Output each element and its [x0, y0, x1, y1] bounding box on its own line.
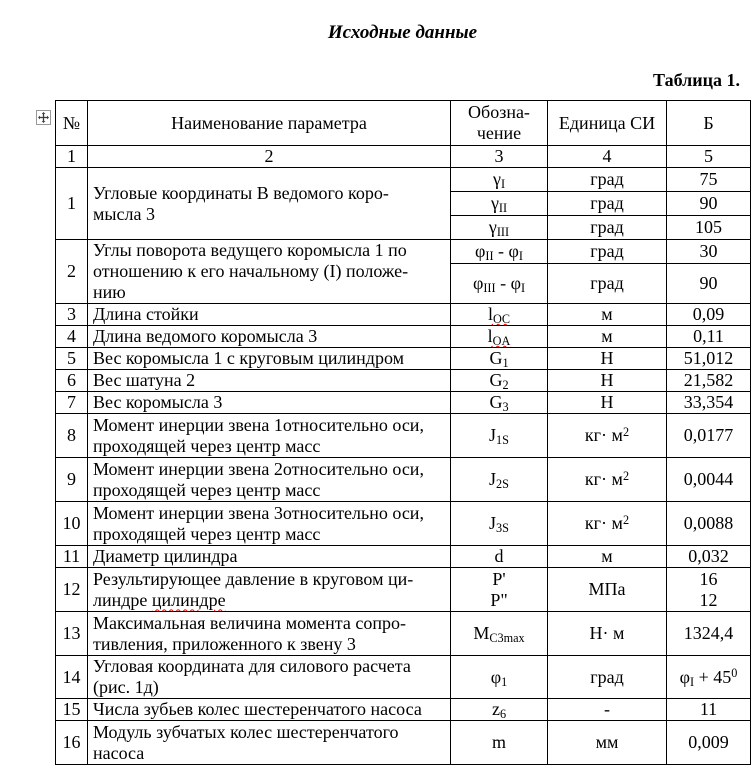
value-cell: 0,0177: [667, 414, 751, 458]
unit-cell: Н: [548, 392, 667, 414]
value-cell: 21,582: [667, 370, 751, 392]
unit-cell: Н· м: [548, 612, 667, 656]
param-row-8: [56, 414, 751, 458]
unit-cell: Н: [548, 348, 667, 370]
param-name-cell: Угловая координата для силового расчета (рис. 1д): [88, 656, 451, 699]
row-number-cell: 13: [56, 612, 88, 656]
value-cell: 90: [667, 264, 751, 304]
col-number-cell: 4: [548, 146, 667, 168]
unit-cell: град: [548, 216, 667, 240]
row-number-cell: 10: [56, 502, 88, 546]
param-row-13: [56, 612, 751, 656]
symbol-cell: [451, 326, 548, 348]
col-number-cell: 1: [56, 146, 88, 168]
col-number-cell: 3: [451, 146, 548, 168]
row-number-cell: 11: [56, 546, 88, 568]
value-cell: 0,0088: [667, 502, 751, 546]
param-name-cell: Угловые координаты В ведомого коро- мысла 3: [88, 168, 451, 240]
unit-cell: м: [548, 326, 667, 348]
symbol-cell: $\gamma_{II}$: [451, 192, 548, 216]
unit-cell: град: [548, 264, 667, 304]
document-page: [55, 22, 750, 765]
param-name-cell: Вес коромысла 1 с круговым цилиндром: [88, 348, 451, 370]
row-number-cell: 16: [56, 721, 88, 765]
table-caption: Таблица 1.: [653, 70, 740, 90]
four-way-move-arrow-icon: [38, 112, 49, 123]
value-cell: 0,0044: [667, 458, 751, 502]
unit-cell: $кг\cdot м^2$: [548, 458, 667, 502]
initial-data-table: [55, 100, 751, 765]
symbol-cell: $J_{2S}$: [451, 458, 548, 502]
symbol-cell: m: [451, 721, 548, 765]
misspelled-symbol: $l_{OA}$: [487, 326, 511, 348]
misspelled-symbol: $l_{OC}$: [487, 304, 510, 326]
column-number-row: [56, 146, 751, 168]
value-cell: 16 12: [667, 568, 751, 612]
value-cell: 0,032: [667, 546, 751, 568]
unit-cell: МПа: [548, 568, 667, 612]
header-variant-cell: Б: [667, 101, 751, 146]
param-row-10: [56, 502, 751, 546]
value-cell: $\varphi_I + 45^0$: [667, 656, 751, 699]
param-name-cell: Углы поворота ведущего коромысла 1 по отношению к его начальному (I) положе- нию: [88, 240, 451, 304]
col-number-cell: 5: [667, 146, 751, 168]
row-number-cell: 15: [56, 699, 88, 721]
row-number-cell: 12: [56, 568, 88, 612]
param-row-7: [56, 392, 751, 414]
param-row-14: [56, 656, 751, 699]
header-symbol-cell: Обозна- чение: [451, 101, 548, 146]
param-name-cell: Момент инерции звена 2относительно оси, проходящей через центр масс: [88, 458, 451, 502]
row-number-cell: 4: [56, 326, 88, 348]
param-name-cell: Момент инерции звена 3относительно оси, проходящей через центр масс: [88, 502, 451, 546]
symbol-cell: $J_{1S}$: [451, 414, 548, 458]
param-row-3: [56, 304, 751, 326]
symbol-cell: $G_1$: [451, 348, 548, 370]
symbol-cell: $\gamma_{III}$: [451, 216, 548, 240]
symbol-cell: [451, 304, 548, 326]
unit-cell: град: [548, 240, 667, 264]
unit-cell: м: [548, 304, 667, 326]
unit-cell: $кг\cdot м^2$: [548, 502, 667, 546]
param-row-16: [56, 721, 751, 765]
param-name-cell: Длина ведомого коромысла 3: [88, 326, 451, 348]
value-cell: 51,012: [667, 348, 751, 370]
param-row-5: [56, 348, 751, 370]
page-title: Исходные данные: [327, 22, 478, 43]
unit-cell: $кг\cdot м^2$: [548, 414, 667, 458]
value-cell: 90: [667, 192, 751, 216]
param-row-4: [56, 326, 751, 348]
table-move-handle[interactable]: [36, 110, 51, 125]
unit-cell: м: [548, 546, 667, 568]
row-number-cell: 8: [56, 414, 88, 458]
unit-cell: град: [548, 656, 667, 699]
row-number-cell: 3: [56, 304, 88, 326]
value-cell: 75: [667, 168, 751, 192]
row-number-cell: 5: [56, 348, 88, 370]
symbol-cell: $M_{C3max}$: [451, 612, 548, 656]
table-header-row: [56, 101, 751, 146]
param-name-cell: Модуль зубчатых колес шестеренчатого насоса: [88, 721, 451, 765]
param-name-cell: Максимальная величина момента сопро- тивления, приложенного к звену 3: [88, 612, 451, 656]
param-name-cell: Диаметр цилиндра: [88, 546, 451, 568]
symbol-cell: $\gamma_I$: [451, 168, 548, 192]
param-name-cell: Числа зубьев колес шестеренчатого насоса: [88, 699, 451, 721]
value-cell: 0,11: [667, 326, 751, 348]
param-name-cell: Вес коромысла 3: [88, 392, 451, 414]
value-cell: 30: [667, 240, 751, 264]
symbol-cell: $z_6$: [451, 699, 548, 721]
symbol-cell: $\varphi_{III} - \varphi_I$: [451, 264, 548, 304]
param-row-2: [56, 240, 751, 264]
param-row-15: [56, 699, 751, 721]
row-number-cell: 2: [56, 240, 88, 304]
value-cell: 0,09: [667, 304, 751, 326]
header-unit-cell: Единица СИ: [548, 101, 667, 146]
symbol-cell: $G_3$: [451, 392, 548, 414]
symbol-cell: $G_2$: [451, 370, 548, 392]
symbol-cell: P' P": [451, 568, 548, 612]
row-number-cell: 7: [56, 392, 88, 414]
header-name-cell: Наименование параметра: [88, 101, 451, 146]
param-name-cell: Результирующее давление в круговом ци- линдре цилиндре: [88, 568, 451, 612]
value-cell: 11: [667, 699, 751, 721]
header-num-cell: №: [56, 101, 88, 146]
row-number-cell: 9: [56, 458, 88, 502]
unit-cell: -: [548, 699, 667, 721]
unit-cell: Н: [548, 370, 667, 392]
value-cell: 33,354: [667, 392, 751, 414]
param-name-cell: Длина стойки: [88, 304, 451, 326]
row-number-cell: 14: [56, 656, 88, 699]
unit-cell: мм: [548, 721, 667, 765]
symbol-cell: $\varphi_{II} - \varphi_I$: [451, 240, 548, 264]
unit-cell: град: [548, 168, 667, 192]
param-name-cell: Вес шатуна 2: [88, 370, 451, 392]
row-number-cell: 1: [56, 168, 88, 240]
symbol-cell: $\varphi_1$: [451, 656, 548, 699]
param-row-12: [56, 568, 751, 612]
param-row-11: [56, 546, 751, 568]
unit-cell: град: [548, 192, 667, 216]
symbol-cell: d: [451, 546, 548, 568]
param-row-9: [56, 458, 751, 502]
value-cell: 0,009: [667, 721, 751, 765]
symbol-cell: $J_{3S}$: [451, 502, 548, 546]
col-number-cell: 2: [88, 146, 451, 168]
param-row-1: [56, 168, 751, 192]
value-cell: 1324,4: [667, 612, 751, 656]
value-cell: 105: [667, 216, 751, 240]
row-number-cell: 6: [56, 370, 88, 392]
param-row-6: [56, 370, 751, 392]
param-name-cell: Момент инерции звена 1относительно оси, проходящей через центр масс: [88, 414, 451, 458]
